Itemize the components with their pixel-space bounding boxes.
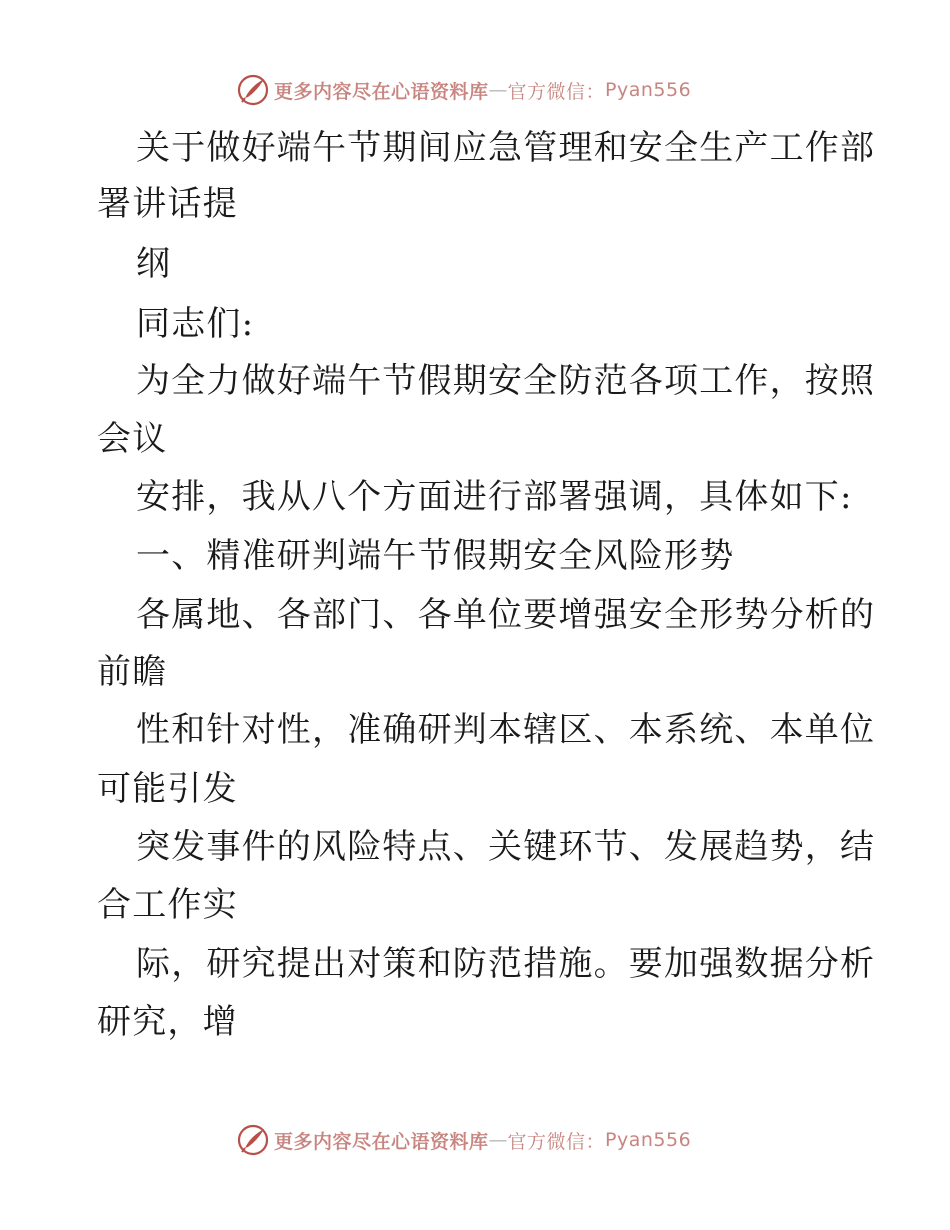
section-heading: 一、精准研判端午节假期安全风险形势	[136, 536, 735, 576]
watermark-id: Pyan556	[605, 1129, 692, 1151]
text-line: 际，研究提出对策和防范措施。要加强数据分析	[136, 944, 876, 984]
text-line: 为全力做好端午节假期安全防范各项工作，按照	[136, 361, 876, 401]
text-line: 安排，我从八个方面进行部署强调，具体如下:	[136, 477, 853, 517]
watermark-official-label: 官方微信：	[507, 80, 606, 103]
text-line: 署讲话提	[97, 184, 238, 224]
text-line: 合工作实	[97, 885, 238, 925]
text-line: 前瞻	[97, 652, 168, 692]
watermark-separator: —	[488, 79, 508, 101]
watermark-id: Pyan556	[605, 79, 692, 101]
text-line: 性和针对性，准确研判本辖区、本系统、本单位	[136, 710, 876, 750]
footer-watermark	[236, 1122, 691, 1158]
text-line: 会议	[97, 419, 168, 459]
watermark-separator: —	[488, 1129, 508, 1151]
text-line: 同志们:	[136, 304, 255, 344]
text-line: 研究，增	[97, 1002, 238, 1042]
text-line: 纲	[136, 244, 172, 284]
header-watermark	[236, 72, 691, 108]
quill-logo-icon	[236, 73, 270, 107]
text-line: 可能引发	[97, 769, 238, 809]
quill-logo-icon	[236, 1123, 270, 1157]
watermark-brand: 更多内容尽在心语资料库	[274, 80, 489, 103]
text-line: 各属地、各部门、各单位要增强安全形势分析的	[136, 595, 876, 635]
text-line: 关于做好端午节期间应急管理和安全生产工作部	[136, 128, 876, 168]
watermark-brand: 更多内容尽在心语资料库	[274, 1130, 489, 1153]
text-line: 突发事件的风险特点、关键环节、发展趋势，结	[136, 827, 876, 867]
watermark-official-label: 官方微信：	[507, 1130, 606, 1153]
